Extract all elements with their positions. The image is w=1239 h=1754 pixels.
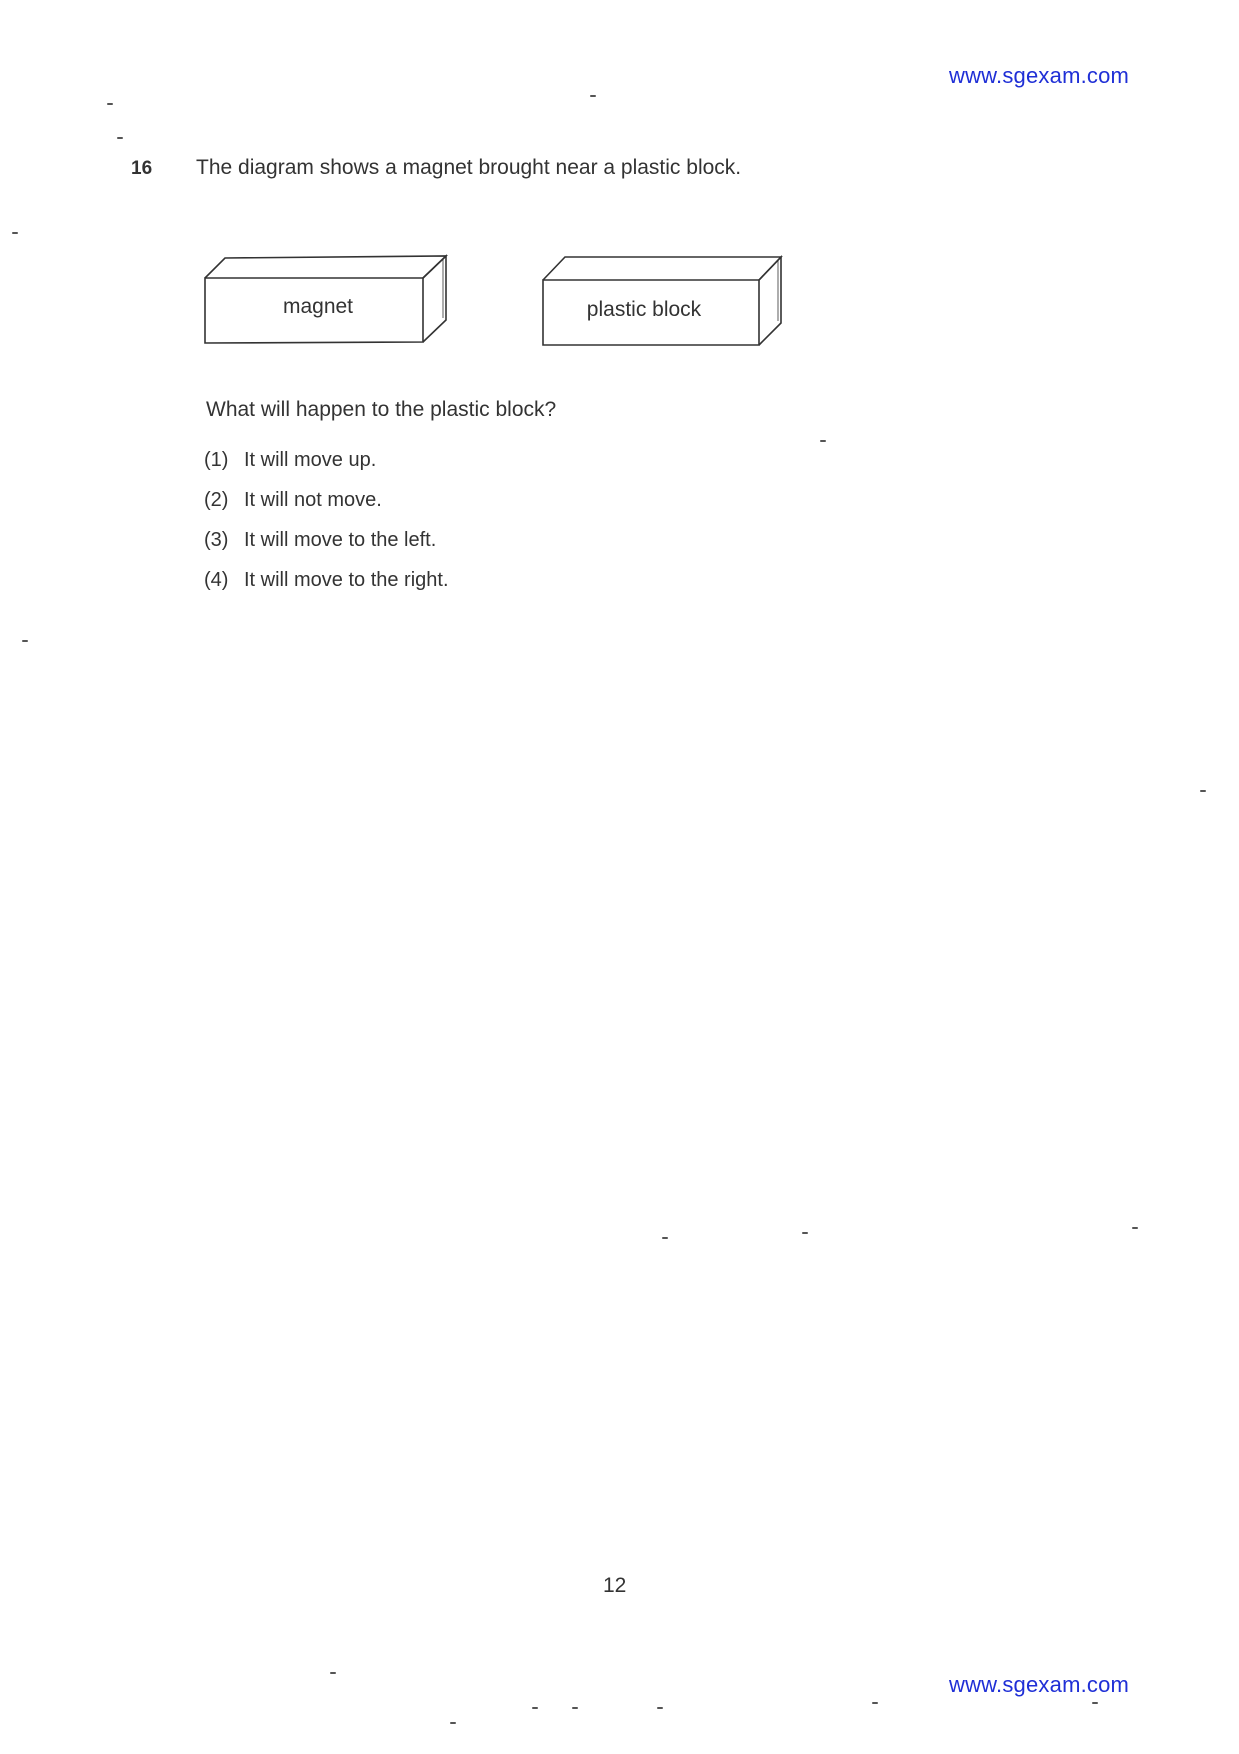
answer-options: [204, 448, 449, 608]
speck: [117, 137, 123, 139]
option-text: It will not move.: [244, 489, 382, 511]
option-text: It will move to the right.: [244, 569, 449, 591]
speck: [1200, 790, 1206, 792]
question-prompt: What will happen to the plastic block?: [206, 398, 557, 421]
speck: [330, 1672, 336, 1674]
watermark-bottom: www.sgexam.com: [949, 1672, 1130, 1697]
speck: [107, 103, 113, 105]
speck: [872, 1702, 878, 1704]
speck: [450, 1722, 456, 1724]
option-number: (3): [204, 529, 229, 551]
watermark-top: www.sgexam.com: [949, 63, 1130, 88]
speck: [572, 1707, 578, 1709]
speck: [820, 440, 826, 442]
option-number: (4): [204, 569, 229, 591]
option-text: It will move up.: [244, 449, 377, 471]
option-4[interactable]: [204, 568, 449, 608]
speck: [662, 1237, 668, 1239]
question-text: The diagram shows a magnet brought near a plastic block.: [196, 156, 742, 179]
option-3[interactable]: [204, 528, 449, 568]
magnet-block-diagram: [200, 250, 800, 360]
page-number: 12: [603, 1574, 627, 1597]
option-1[interactable]: [204, 448, 449, 488]
option-2[interactable]: [204, 488, 449, 528]
speck: [590, 95, 596, 97]
option-text: It will move to the left.: [244, 529, 437, 551]
plastic-block-label: plastic block: [586, 298, 702, 321]
speck: [22, 640, 28, 642]
speck: [802, 1232, 808, 1234]
question-number: 16: [131, 158, 153, 179]
speck: [12, 232, 18, 234]
speck: [532, 1707, 538, 1709]
magnet-label: magnet: [282, 295, 354, 318]
speck: [657, 1707, 663, 1709]
speck: [1132, 1227, 1138, 1229]
option-number: (2): [204, 489, 229, 511]
speck: [1092, 1702, 1098, 1704]
option-number: (1): [204, 449, 229, 471]
